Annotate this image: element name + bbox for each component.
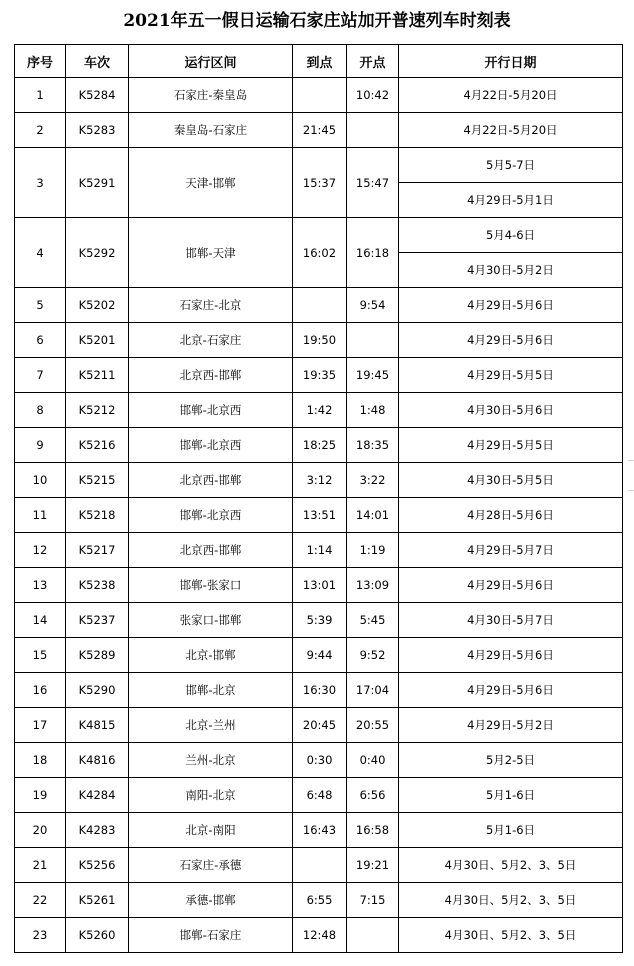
row-seq: 3 <box>15 148 66 218</box>
row-seq: 20 <box>15 813 66 848</box>
row-dates: 5月1-6日 <box>399 813 623 848</box>
row-seq: 5 <box>15 288 66 323</box>
row-route: 北京-南阳 <box>129 813 293 848</box>
table-row <box>15 918 623 953</box>
row-dates: 4月29日-5月2日 <box>399 708 623 743</box>
row-depart: 18:35 <box>347 428 399 463</box>
row-train: K5217 <box>66 533 129 568</box>
row-route: 邯郸-北京西 <box>129 428 293 463</box>
header-route: 运行区间 <box>129 45 293 78</box>
row-route: 北京西-邯郸 <box>129 463 293 498</box>
table-row <box>15 743 623 778</box>
timetable-body <box>15 78 623 953</box>
row-dates: 4月29日-5月6日 <box>399 323 623 358</box>
row-route: 承德-邯郸 <box>129 883 293 918</box>
row-seq: 21 <box>15 848 66 883</box>
row-dates: 4月29日-5月6日 <box>399 673 623 708</box>
row-route: 邯郸-张家口 <box>129 568 293 603</box>
page-edge-mark <box>628 490 634 491</box>
row-train: K5284 <box>66 78 129 113</box>
header-train: 车次 <box>66 45 129 78</box>
row-arrive: 9:44 <box>293 638 347 673</box>
row-dates: 5月1-6日 <box>399 778 623 813</box>
row-seq: 19 <box>15 778 66 813</box>
row-route: 石家庄-北京 <box>129 288 293 323</box>
row-dates: 4月30日-5月5日 <box>399 463 623 498</box>
header-dates: 开行日期 <box>399 45 623 78</box>
table-row <box>15 638 623 673</box>
table-row <box>15 533 623 568</box>
row-dates: 4月30日、5月2、3、5日 <box>399 918 623 953</box>
row-arrive: 13:01 <box>293 568 347 603</box>
row-train: K5256 <box>66 848 129 883</box>
row-depart: 19:21 <box>347 848 399 883</box>
row-dates: 5月2-5日 <box>399 743 623 778</box>
row-train: K4284 <box>66 778 129 813</box>
row-route: 南阳-北京 <box>129 778 293 813</box>
row-route: 邯郸-石家庄 <box>129 918 293 953</box>
row-arrive: 13:51 <box>293 498 347 533</box>
row-train: K5202 <box>66 288 129 323</box>
row-dates: 4月30日-5月2日 <box>399 253 623 288</box>
row-train: K5283 <box>66 113 129 148</box>
row-depart: 7:15 <box>347 883 399 918</box>
row-route: 北京-邯郸 <box>129 638 293 673</box>
row-dates: 4月29日-5月6日 <box>399 638 623 673</box>
row-train: K5212 <box>66 393 129 428</box>
row-depart: 1:19 <box>347 533 399 568</box>
table-row <box>15 813 623 848</box>
table-row <box>15 708 623 743</box>
row-train: K5291 <box>66 148 129 218</box>
row-dates: 4月22日-5月20日 <box>399 113 623 148</box>
row-arrive: 16:30 <box>293 673 347 708</box>
row-seq: 6 <box>15 323 66 358</box>
row-route: 石家庄-秦皇岛 <box>129 78 293 113</box>
row-seq: 1 <box>15 78 66 113</box>
row-route: 石家庄-承德 <box>129 848 293 883</box>
row-seq: 11 <box>15 498 66 533</box>
row-arrive <box>293 288 347 323</box>
row-depart: 19:45 <box>347 358 399 393</box>
row-route: 邯郸-天津 <box>129 218 293 288</box>
table-row <box>15 673 623 708</box>
row-route: 邯郸-北京西 <box>129 393 293 428</box>
row-dates: 4月29日-5月6日 <box>399 568 623 603</box>
row-depart: 14:01 <box>347 498 399 533</box>
row-arrive: 3:12 <box>293 463 347 498</box>
row-train: K5237 <box>66 603 129 638</box>
table-row <box>15 218 623 253</box>
row-train: K5201 <box>66 323 129 358</box>
row-depart: 15:47 <box>347 148 399 218</box>
page-title: 2021年五一假日运输石家庄站加开普速列车时刻表 <box>123 11 511 31</box>
row-depart: 16:58 <box>347 813 399 848</box>
row-depart: 16:18 <box>347 218 399 288</box>
row-seq: 14 <box>15 603 66 638</box>
row-seq: 4 <box>15 218 66 288</box>
row-dates: 4月28日-5月6日 <box>399 498 623 533</box>
row-depart: 17:04 <box>347 673 399 708</box>
row-arrive: 19:50 <box>293 323 347 358</box>
row-dates: 4月30日、5月2、3、5日 <box>399 848 623 883</box>
row-arrive: 6:48 <box>293 778 347 813</box>
row-depart: 9:54 <box>347 288 399 323</box>
row-dates: 4月30日、5月2、3、5日 <box>399 883 623 918</box>
table-row <box>15 463 623 498</box>
row-route: 秦皇岛-石家庄 <box>129 113 293 148</box>
row-arrive: 1:42 <box>293 393 347 428</box>
row-depart <box>347 918 399 953</box>
table-row <box>15 848 623 883</box>
row-route: 张家口-邯郸 <box>129 603 293 638</box>
row-arrive: 16:43 <box>293 813 347 848</box>
row-seq: 22 <box>15 883 66 918</box>
table-row <box>15 568 623 603</box>
row-dates: 4月30日-5月6日 <box>399 393 623 428</box>
row-arrive: 15:37 <box>293 148 347 218</box>
row-route: 邯郸-北京西 <box>129 498 293 533</box>
row-depart: 9:52 <box>347 638 399 673</box>
row-train: K5215 <box>66 463 129 498</box>
row-arrive: 12:48 <box>293 918 347 953</box>
row-seq: 10 <box>15 463 66 498</box>
row-seq: 13 <box>15 568 66 603</box>
row-route: 天津-邯郸 <box>129 148 293 218</box>
page-edge-mark <box>628 460 634 461</box>
row-arrive <box>293 78 347 113</box>
row-dates: 4月22日-5月20日 <box>399 78 623 113</box>
table-row <box>15 113 623 148</box>
row-seq: 16 <box>15 673 66 708</box>
table-row <box>15 498 623 533</box>
row-depart: 13:09 <box>347 568 399 603</box>
row-seq: 23 <box>15 918 66 953</box>
row-train: K5260 <box>66 918 129 953</box>
row-depart: 10:42 <box>347 78 399 113</box>
row-route: 兰州-北京 <box>129 743 293 778</box>
row-seq: 8 <box>15 393 66 428</box>
table-row <box>15 148 623 183</box>
header-seq: 序号 <box>15 45 66 78</box>
row-seq: 12 <box>15 533 66 568</box>
row-depart: 20:55 <box>347 708 399 743</box>
row-depart: 1:48 <box>347 393 399 428</box>
row-train: K5292 <box>66 218 129 288</box>
row-depart: 5:45 <box>347 603 399 638</box>
row-dates: 4月29日-5月6日 <box>399 288 623 323</box>
row-arrive: 19:35 <box>293 358 347 393</box>
table-row <box>15 393 623 428</box>
row-seq: 7 <box>15 358 66 393</box>
row-route: 北京西-邯郸 <box>129 533 293 568</box>
row-train: K4815 <box>66 708 129 743</box>
row-seq: 17 <box>15 708 66 743</box>
row-arrive <box>293 848 347 883</box>
row-train: K5218 <box>66 498 129 533</box>
row-seq: 2 <box>15 113 66 148</box>
header-arrive: 到点 <box>293 45 347 78</box>
row-dates: 4月29日-5月1日 <box>399 183 623 218</box>
row-arrive: 16:02 <box>293 218 347 288</box>
row-train: K5211 <box>66 358 129 393</box>
table-row <box>15 288 623 323</box>
row-arrive: 1:14 <box>293 533 347 568</box>
row-depart <box>347 113 399 148</box>
row-dates: 5月4-6日 <box>399 218 623 253</box>
table-row <box>15 428 623 463</box>
table-row <box>15 358 623 393</box>
table-row <box>15 323 623 358</box>
row-dates: 5月5-7日 <box>399 148 623 183</box>
row-arrive: 6:55 <box>293 883 347 918</box>
row-seq: 15 <box>15 638 66 673</box>
row-arrive: 21:45 <box>293 113 347 148</box>
row-train: K5261 <box>66 883 129 918</box>
row-arrive: 5:39 <box>293 603 347 638</box>
row-train: K5238 <box>66 568 129 603</box>
table-row <box>15 883 623 918</box>
row-depart <box>347 323 399 358</box>
row-route: 邯郸-北京 <box>129 673 293 708</box>
row-train: K5289 <box>66 638 129 673</box>
row-train: K4816 <box>66 743 129 778</box>
row-depart: 0:40 <box>347 743 399 778</box>
row-train: K5290 <box>66 673 129 708</box>
row-depart: 6:56 <box>347 778 399 813</box>
table-row <box>15 78 623 113</box>
row-arrive: 0:30 <box>293 743 347 778</box>
row-dates: 4月29日-5月5日 <box>399 428 623 463</box>
row-train: K5216 <box>66 428 129 463</box>
row-arrive: 18:25 <box>293 428 347 463</box>
row-route: 北京-石家庄 <box>129 323 293 358</box>
row-seq: 9 <box>15 428 66 463</box>
table-row <box>15 778 623 813</box>
row-seq: 18 <box>15 743 66 778</box>
row-dates: 4月30日-5月7日 <box>399 603 623 638</box>
timetable <box>14 44 623 953</box>
row-arrive: 20:45 <box>293 708 347 743</box>
row-depart: 3:22 <box>347 463 399 498</box>
row-train: K4283 <box>66 813 129 848</box>
row-dates: 4月29日-5月5日 <box>399 358 623 393</box>
header-depart: 开点 <box>347 45 399 78</box>
row-route: 北京-兰州 <box>129 708 293 743</box>
row-dates: 4月29日-5月7日 <box>399 533 623 568</box>
table-row <box>15 603 623 638</box>
header-row <box>15 45 623 78</box>
row-route: 北京西-邯郸 <box>129 358 293 393</box>
